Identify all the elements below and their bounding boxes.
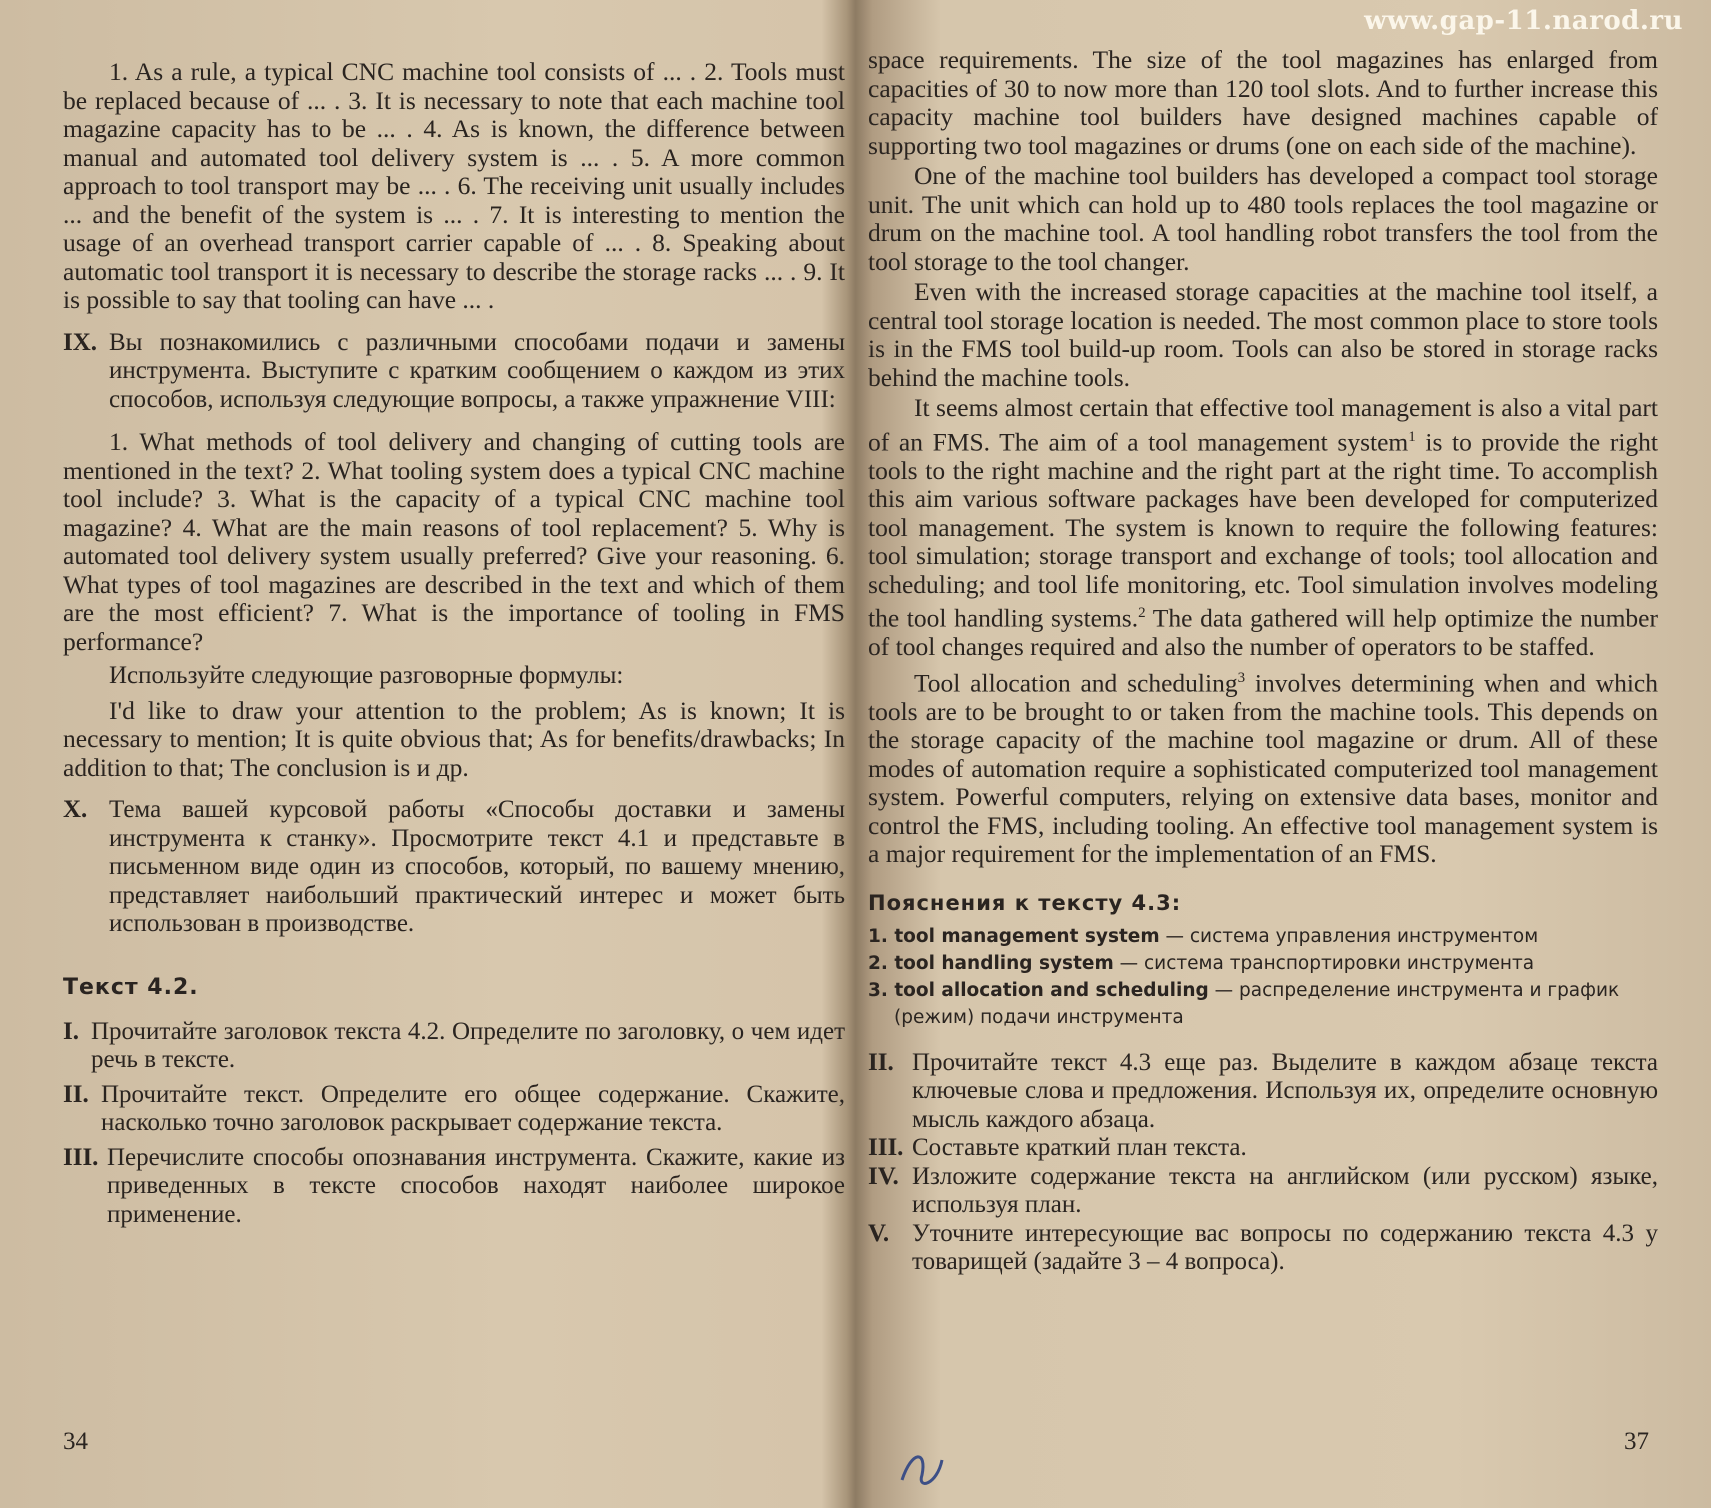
glossary-item <box>868 950 1658 977</box>
glossary-definition: — система транспортировки инструмента <box>1113 952 1535 974</box>
task-ix-number: IX. <box>63 328 98 356</box>
formulas-intro: Используйте следующие разговорные формулы: <box>109 662 624 689</box>
task-list-item <box>63 1081 845 1138</box>
paragraph-space-requirements: space requirements. The size of the tool magazines has enlarged from capacities of 30 to now more than 120 tool slots. And to further increase this capacity machine tool builders have designed machines capable of supporting two tool magazines or drums (one on each side of the machine). <box>868 45 1658 160</box>
glossary-item <box>868 923 1658 950</box>
task-text: Изложите содержание текста на английском (или русском) языке, используя план. <box>912 1162 1658 1218</box>
task-number: IV. <box>868 1162 899 1190</box>
text-heading: Текст 4.2. <box>63 974 199 1000</box>
task-text: Прочитайте текст 4.3 еще раз. Выделите в каждом абзаце текста ключевые слова и предложения. Используя их, определите основную мысль каждого абзаца. <box>912 1048 1658 1133</box>
paragraph-text: involves determining when and which tools are to be brought to or taken from the machine tools. This depends on the storage capacity of the machine tool magazine or drum. All of these modes of automation require a sophisticated computerized tool management system. Powerful computers, relying on extensive data bases, monitor and control the FMS, including tooling. An effective tool management system is a major requirement for the implementation of an FMS. <box>868 668 1658 868</box>
task-number: III. <box>63 1143 99 1171</box>
pen-scribble-mark <box>892 1440 952 1500</box>
glossary-list <box>868 923 1658 1031</box>
paragraph-central-storage: Even with the increased storage capacities at the machine tool itself, a central tool storage location is needed. The most common place to store tools is in the FMS tool build-up room. Tools can also be stored in storage racks behind the machine tools. <box>868 277 1658 392</box>
paragraph-text: Tool allocation and scheduling <box>914 668 1238 697</box>
exercise-answers: 1. As a rule, a typical CNC machine tool consists of ... . 2. Tools must be replaced because of ... . 3. It is necessary to note that each machine tool magazine capacity has to be ... . 4. As is known, the difference between manual and automated tool delivery system is ... . 5. A more common approach to tool transport may be ... . 6. The receiving unit usually includes ... and the benefit of the system is ... . 7. It is interesting to mention the usage of an overhead transport carrier capable of ... . 8. Speaking about automatic tool transport it is necessary to describe the storage racks ... . 9. It is possible to say that tooling can have ... . <box>63 57 845 314</box>
task-text: Прочитайте заголовок текста 4.2. Определите по заголовку, о чем идет речь в тексте. <box>91 1017 845 1073</box>
task-number: V. <box>868 1219 890 1247</box>
paragraph-text: The data gathered will help optimize the number of tool changes required and also the number of operators to be staffed. <box>868 603 1658 661</box>
task-text: Составьте краткий план текста. <box>912 1134 1247 1161</box>
watermark: www.gap-11.narod.ru <box>1364 6 1683 36</box>
footnote-marker: 1 <box>1408 428 1416 445</box>
task-list-item <box>63 1144 845 1230</box>
footnote-marker: 3 <box>1237 669 1246 686</box>
glossary-definition: — распределение инструмента и график (режим) подачи инструмента <box>894 979 1620 1028</box>
task-number: III. <box>868 1134 904 1161</box>
task-list-item <box>868 1049 1658 1135</box>
task-text: Прочитайте текст. Определите его общее содержание. Скажите, насколько точно заголовок раскрывает содержание текста. <box>101 1080 845 1136</box>
glossary-term: 2. tool handling system <box>868 952 1114 974</box>
task-x-text: Тема вашей курсовой работы «Способы доставки и замены инструмента к станку». Просмотрите текст 4.1 и представьте в письменном виде один из способов, который, по вашему мнению, представляет наибольший практический интерес и может быть использован в производстве. <box>109 796 845 937</box>
task-number: II. <box>868 1048 894 1076</box>
task-text: Перечислите способы опознавания инструмента. Скажите, какие из приведенных в тексте способов находят наиболее широкое применение. <box>107 1143 845 1228</box>
task-number: II. <box>63 1080 89 1108</box>
task-x-number: X. <box>63 796 88 823</box>
task-ix-text: Вы познакомились с различными способами подачи и замены инструмента. Выступите с кратким сообщением о каждом из этих способов, используя следующие вопросы, а также упражнение VIII: <box>109 328 845 413</box>
task-x <box>63 796 845 939</box>
page-number-left: 34 <box>63 1428 88 1455</box>
glossary-term: 3. tool allocation and scheduling <box>868 979 1209 1001</box>
footnote-marker: 2 <box>1138 605 1146 621</box>
questions: 1. What methods of tool delivery and changing of cutting tools are mentioned in the text? 2. What tooling system does a typical CNC machine tool include? 3. What is the capacity of a typical CNC machine tool magazine? 4. What are the main reasons of tool replacement? 5. Why is automated tool delivery system usually preferred? Give your reasoning. 6. What types of tool magazines are described in the text and which of them are the most efficient? 7. What is the importance of tooling in FMS performance? <box>63 427 845 656</box>
paragraph-allocation <box>868 664 1658 869</box>
glossary-heading: Пояснения к тексту 4.3: <box>868 890 1182 915</box>
formulas: I'd like to draw your attention to the problem; As is known; It is necessary to mention; It is quite obvious that; As for benefits/drawbacks; In addition to that; The conclusion is и др. <box>63 695 845 782</box>
task-list-item <box>868 1134 1658 1163</box>
left-page <box>0 0 845 1508</box>
right-page <box>862 0 1711 1508</box>
glossary-definition: — система управления инструментом <box>1159 925 1539 947</box>
task-list-item <box>868 1220 1658 1277</box>
task-number: I. <box>63 1017 79 1045</box>
glossary-item <box>868 977 1658 1031</box>
paragraph-compact-storage: One of the machine tool builders has developed a compact tool storage unit. The unit which can hold up to 480 tools replaces the tool magazine or drum on the machine tool. A tool handling robot transfers the tool from the tool storage to the tool changer. <box>868 161 1658 276</box>
glossary-term: 1. tool management system <box>868 925 1160 947</box>
paragraph-tool-management <box>868 394 1658 662</box>
page-number-right: 37 <box>1624 1428 1649 1455</box>
task-ix <box>63 329 845 415</box>
task-list-item <box>63 1018 845 1075</box>
paragraph-text: It seems almost certain that effective tool management is also a vital part of an FMS. The aim of a tool management system <box>868 393 1658 456</box>
task-text: Уточните интересующие вас вопросы по содержанию текста 4.3 у товарищей (задайте 3 – 4 вопроса). <box>912 1219 1658 1275</box>
task-list-item <box>868 1163 1658 1220</box>
paragraph-text: is to provide the right tools to the right machine and the right part at the right time. To accomplish this aim various software packages have been developed for computerized tool management. The system is known to require the following features: tool simulation; storage transport and exchange of tools; tool allocation and scheduling; and tool life monitoring, etc. Tool simulation involves modeling the tool handling systems. <box>868 427 1658 633</box>
